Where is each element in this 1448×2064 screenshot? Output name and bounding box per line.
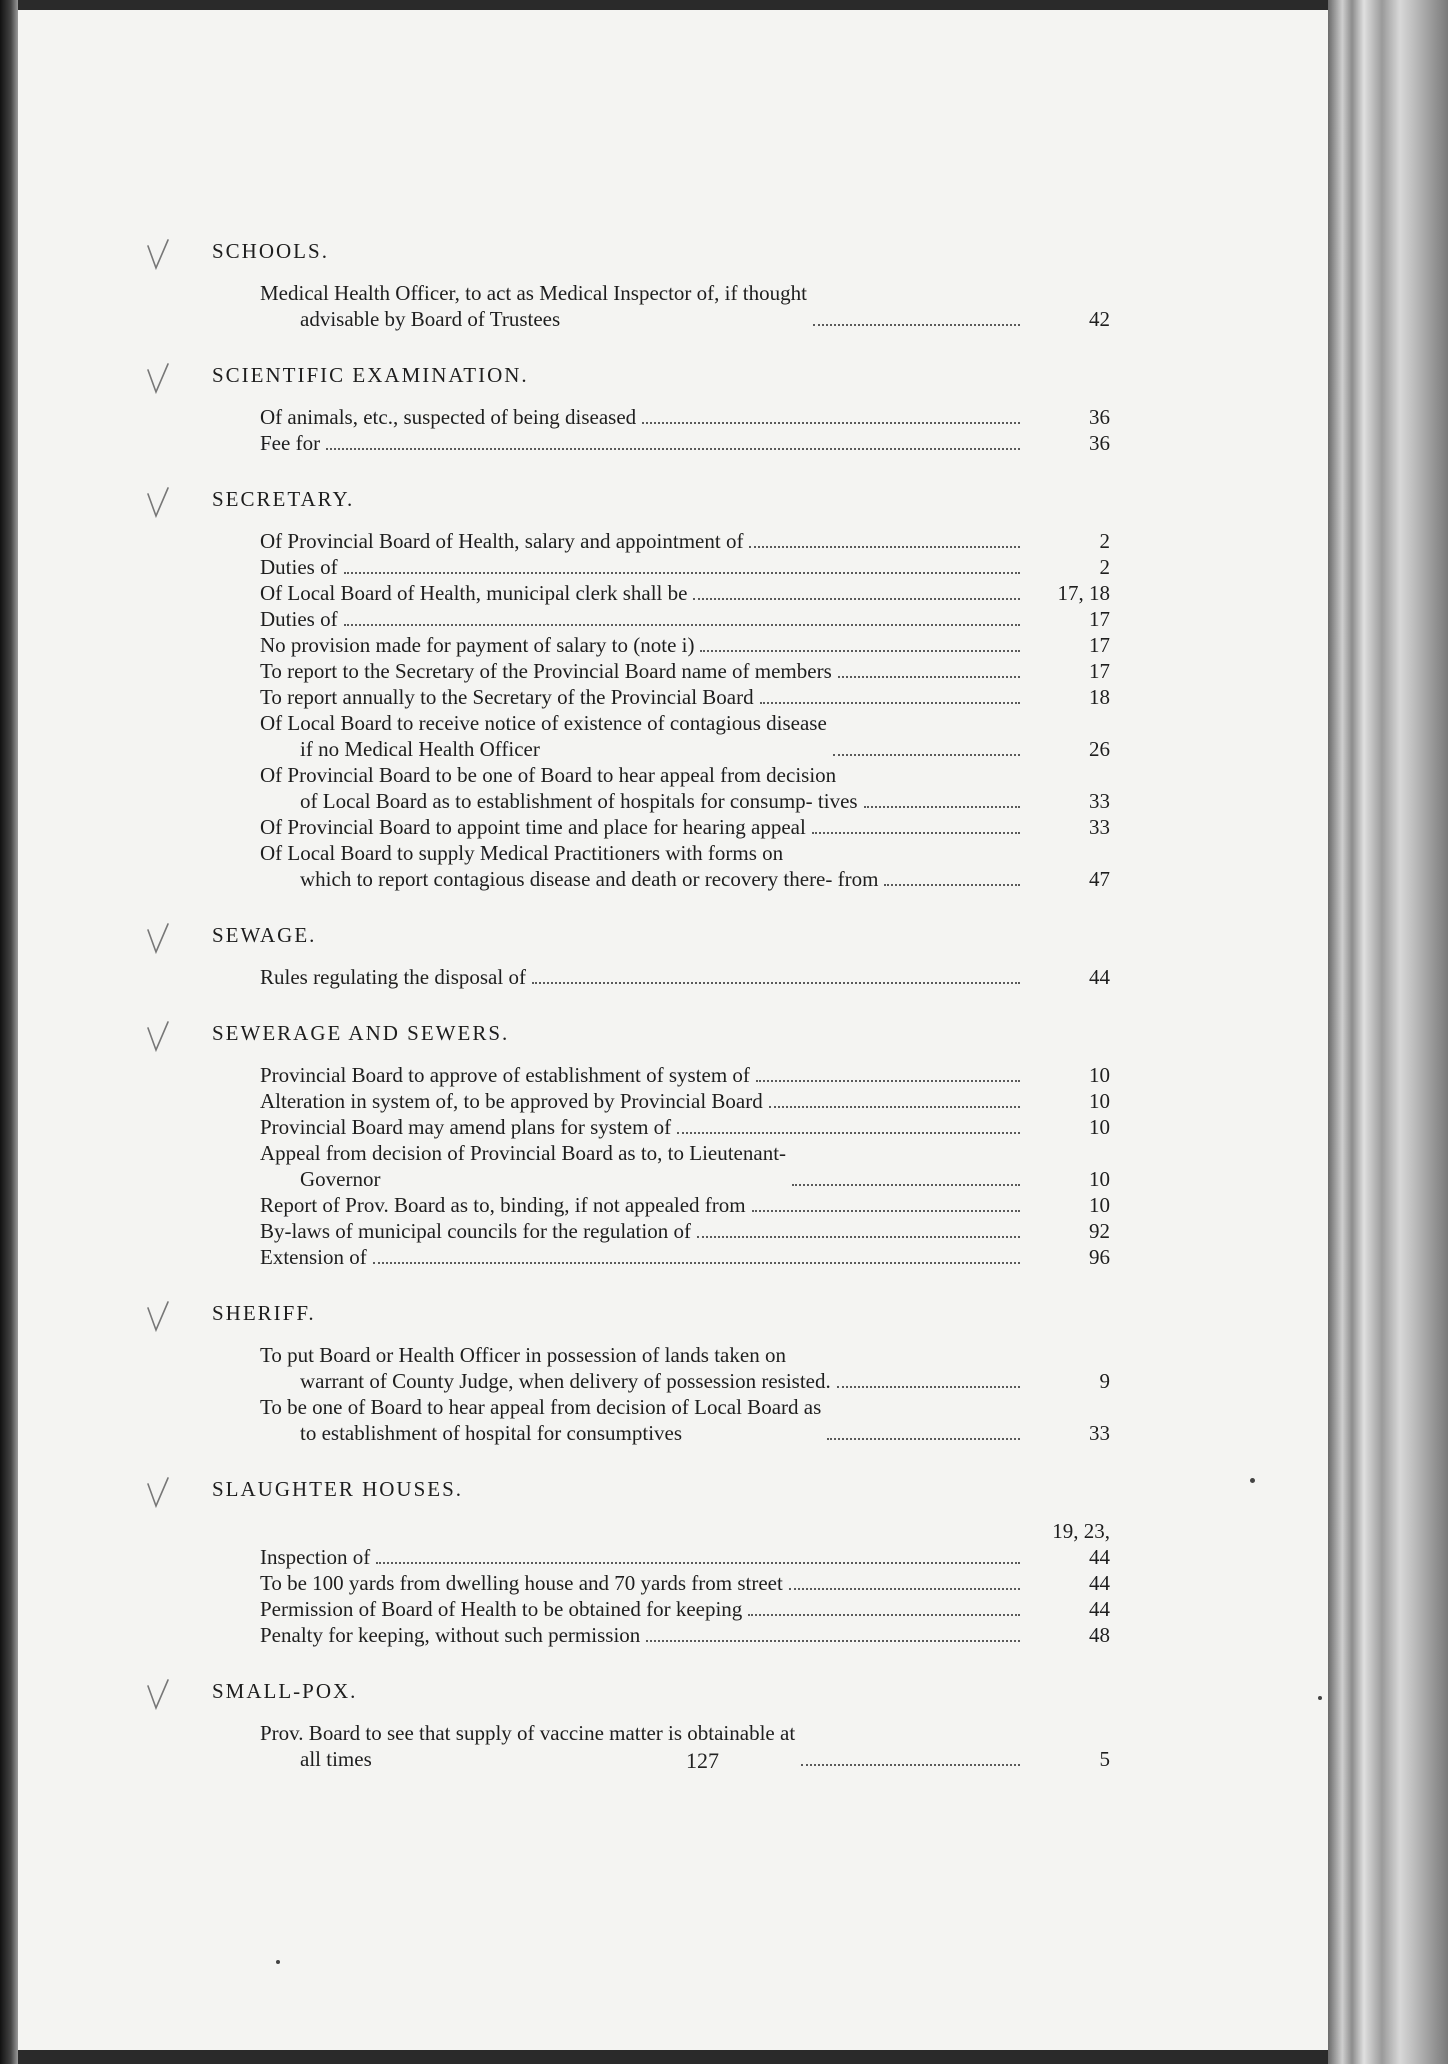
- section-heading: SEWAGE.: [212, 923, 317, 947]
- entry-main-text: By-laws of municipal councils for the regulation of: [260, 1219, 691, 1243]
- index-entry: [210, 964, 1110, 990]
- section-heading: SHERIFF.: [212, 1301, 316, 1325]
- entry-continuation-text: warrant of County Judge, when delivery of possession resisted.: [300, 1369, 831, 1393]
- entry-text: [260, 1114, 671, 1140]
- dot-leader: [833, 754, 1020, 756]
- entry-text: [260, 762, 858, 814]
- entry-page-ref: 10: [1089, 1167, 1110, 1191]
- entry-main-text: Penalty for keeping, without such permission: [260, 1623, 641, 1647]
- entry-text: [260, 684, 754, 710]
- entry-text: [260, 430, 320, 456]
- entry-main-text: Alteration in system of, to be approved by Provincial Board: [260, 1089, 763, 1113]
- entry-text: [260, 404, 636, 430]
- index-entry: [210, 1720, 1110, 1772]
- dot-leader: [532, 982, 1020, 984]
- index-entry: [210, 658, 1110, 684]
- index-entry: [210, 1518, 1110, 1570]
- entry-main-text: To be one of Board to hear appeal from decision of Local Board as: [260, 1395, 822, 1419]
- entry-main-text: Report of Prov. Board as to, binding, if not appealed from: [260, 1193, 746, 1217]
- index-entry: [210, 404, 1110, 430]
- index-section: [210, 238, 1110, 332]
- dot-leader: [801, 1764, 1020, 1766]
- section-heading: SEWERAGE AND SEWERS.: [212, 1021, 510, 1045]
- dot-leader: [677, 1132, 1020, 1134]
- index-entry: [210, 1062, 1110, 1088]
- dot-leader: [326, 448, 1020, 450]
- index-entry: [210, 1218, 1110, 1244]
- dot-leader: [642, 422, 1020, 424]
- print-speck: [1250, 1478, 1255, 1483]
- index-entry: [210, 814, 1110, 840]
- index-section: [210, 1678, 1110, 1772]
- entry-text: [260, 1088, 763, 1114]
- section-heading: SECRETARY.: [212, 487, 355, 511]
- entry-page-ref: 10: [1089, 1193, 1110, 1217]
- entry-continuation-text: to establishment of hospital for consumptives: [300, 1421, 683, 1445]
- dot-leader: [864, 806, 1020, 808]
- entry-page-ref: 17: [1089, 633, 1110, 657]
- book-binding-edge: [1328, 0, 1448, 2064]
- entry-text: [260, 1622, 640, 1648]
- checkmark-icon: [146, 486, 170, 520]
- entry-continuation-text: which to report contagious disease and death or recovery there- from: [300, 867, 879, 891]
- page-gutter: [0, 0, 18, 2064]
- entry-main-text: Provincial Board may amend plans for system of: [260, 1115, 672, 1139]
- entry-main-text: Extension of: [260, 1245, 367, 1269]
- index-entry: [210, 280, 1110, 332]
- dot-leader: [373, 1262, 1020, 1264]
- dot-leader: [748, 1614, 1020, 1616]
- index-entry: [210, 762, 1110, 814]
- entry-text: [260, 1394, 821, 1446]
- checkmark-icon: [146, 1300, 170, 1334]
- dot-leader: [693, 598, 1020, 600]
- dot-leader: [752, 1210, 1020, 1212]
- entry-page-ref: 96: [1089, 1245, 1110, 1269]
- entry-page-ref: 44: [1089, 1571, 1110, 1595]
- index-entry: [210, 528, 1110, 554]
- entry-main-text: To be 100 yards from dwelling house and 70 yards from street: [260, 1571, 783, 1595]
- index-entry: [210, 1394, 1110, 1446]
- section-heading: SCHOOLS.: [212, 239, 329, 263]
- checkmark-icon: [146, 922, 170, 956]
- index-entry: [210, 1140, 1110, 1192]
- entry-page-ref: 9: [1099, 1369, 1110, 1393]
- entry-main-text: Provincial Board to approve of establishment of system of: [260, 1063, 750, 1087]
- entry-page-ref: 18: [1089, 685, 1110, 709]
- index-entry: [210, 1088, 1110, 1114]
- index-content: [210, 238, 1110, 1802]
- index-section: [210, 1300, 1110, 1446]
- entry-page-ref: 47: [1089, 867, 1110, 891]
- index-section: [210, 486, 1110, 892]
- entry-page-ref: 26: [1089, 737, 1110, 761]
- index-section: [210, 922, 1110, 990]
- dot-leader: [837, 1386, 1020, 1388]
- index-entry: [210, 580, 1110, 606]
- entry-text: [260, 554, 338, 580]
- entry-main-text: Of Provincial Board to be one of Board to hear appeal from decision: [260, 763, 837, 787]
- index-entry: [210, 1114, 1110, 1140]
- checkmark-icon: [146, 1678, 170, 1712]
- entry-text: [260, 528, 743, 554]
- entry-text: [260, 1342, 831, 1394]
- entry-page-ref: 10: [1089, 1089, 1110, 1113]
- entry-text: [260, 606, 338, 632]
- entry-text: [260, 632, 694, 658]
- entry-text: [260, 840, 878, 892]
- print-speck: [276, 1960, 280, 1964]
- entry-main-text: Of Provincial Board to appoint time and place for hearing appeal: [260, 815, 806, 839]
- entry-page-ref: 19, 23, 44: [1052, 1519, 1110, 1569]
- entry-main-text: Rules regulating the disposal of: [260, 965, 526, 989]
- section-heading: SLAUGHTER HOUSES.: [212, 1477, 464, 1501]
- entry-main-text: Medical Health Officer, to act as Medical Inspector of, if thought: [260, 281, 807, 305]
- entry-main-text: Duties of: [260, 555, 338, 579]
- entry-main-text: To report annually to the Secretary of the Provincial Board: [260, 685, 754, 709]
- index-entry: [210, 430, 1110, 456]
- entry-text: [260, 1192, 746, 1218]
- entry-main-text: Duties of: [260, 607, 338, 631]
- entry-continuation-text: Governor: [300, 1167, 381, 1191]
- entry-main-text: Fee for: [260, 431, 321, 455]
- entry-text: [260, 658, 832, 684]
- entry-page-ref: 2: [1099, 529, 1110, 553]
- checkmark-icon: [146, 1476, 170, 1510]
- entry-main-text: Of Provincial Board of Health, salary and appointment of: [260, 529, 744, 553]
- entry-text: [260, 1544, 370, 1570]
- dot-leader: [646, 1640, 1020, 1642]
- checkmark-icon: [146, 238, 170, 272]
- index-entry: [210, 1342, 1110, 1394]
- dot-leader: [697, 1236, 1020, 1238]
- entry-main-text: Of Local Board to receive notice of existence of contagious disease: [260, 711, 827, 735]
- entry-page-ref: 10: [1089, 1063, 1110, 1087]
- checkmark-icon: [146, 362, 170, 396]
- entry-page-ref: 17, 18: [1057, 581, 1110, 605]
- entry-page-ref: 10: [1089, 1115, 1110, 1139]
- entry-page-ref: 44: [1089, 1597, 1110, 1621]
- dot-leader: [756, 1080, 1020, 1082]
- entry-page-ref: 48: [1089, 1623, 1110, 1647]
- entry-main-text: Appeal from decision of Provincial Board as to, to Lieutenant-: [260, 1141, 787, 1165]
- entry-page-ref: 33: [1089, 789, 1110, 813]
- dot-leader: [769, 1106, 1020, 1108]
- entry-page-ref: 44: [1089, 965, 1110, 989]
- entry-main-text: Of Local Board of Health, municipal clerk shall be: [260, 581, 688, 605]
- dot-leader: [838, 676, 1020, 678]
- entry-continuation-text: of Local Board as to establishment of hospitals for consump- tives: [300, 789, 858, 813]
- entry-text: [260, 280, 807, 332]
- dot-leader: [792, 1184, 1020, 1186]
- entry-text: [260, 1218, 691, 1244]
- dot-leader: [376, 1562, 1020, 1564]
- entry-page-ref: 2: [1099, 555, 1110, 579]
- entry-page-ref: 33: [1089, 815, 1110, 839]
- index-section: [210, 1476, 1110, 1648]
- print-speck: [1318, 1696, 1322, 1700]
- index-entry: [210, 684, 1110, 710]
- entry-page-ref: 36: [1089, 405, 1110, 429]
- entry-text: [260, 1570, 783, 1596]
- dot-leader: [827, 1438, 1020, 1440]
- entry-main-text: Inspection of: [260, 1545, 371, 1569]
- entry-page-ref: 92: [1089, 1219, 1110, 1243]
- index-entry: [210, 1192, 1110, 1218]
- dot-leader: [884, 884, 1020, 886]
- entry-main-text: To report to the Secretary of the Provincial Board name of members: [260, 659, 832, 683]
- index-entry: [210, 632, 1110, 658]
- entry-page-ref: 36: [1089, 431, 1110, 455]
- page-number: 127: [686, 1748, 719, 1773]
- entry-text: [260, 1062, 750, 1088]
- dot-leader: [344, 624, 1020, 626]
- entry-text: [260, 580, 687, 606]
- dot-leader: [700, 650, 1020, 652]
- entry-main-text: No provision made for payment of salary to (note i): [260, 633, 695, 657]
- entry-page-ref: 17: [1089, 607, 1110, 631]
- index-entry: [210, 1570, 1110, 1596]
- index-entry: [210, 1244, 1110, 1270]
- dot-leader: [813, 324, 1020, 326]
- index-entry: [210, 1596, 1110, 1622]
- entry-text: [260, 1596, 742, 1622]
- entry-main-text: To put Board or Health Officer in possession of lands taken on: [260, 1343, 786, 1367]
- entry-continuation-text: if no Medical Health Officer: [300, 737, 540, 761]
- entry-page-ref: 5: [1099, 1747, 1110, 1771]
- entry-main-text: Permission of Board of Health to be obtained for keeping: [260, 1597, 743, 1621]
- entry-page-ref: 42: [1089, 307, 1110, 331]
- entry-text: [260, 1244, 367, 1270]
- dot-leader: [789, 1588, 1020, 1590]
- dot-leader: [749, 546, 1020, 548]
- document-page: [18, 10, 1331, 2050]
- entry-main-text: Of Local Board to supply Medical Practitioners with forms on: [260, 841, 784, 865]
- index-section: [210, 1020, 1110, 1270]
- dot-leader: [344, 572, 1020, 574]
- entry-main-text: Prov. Board to see that supply of vaccine matter is obtainable at: [260, 1721, 796, 1745]
- entry-text: [260, 814, 806, 840]
- dot-leader: [760, 702, 1020, 704]
- entry-continuation-text: advisable by Board of Trustees: [300, 307, 561, 331]
- index-entry: [210, 710, 1110, 762]
- section-heading: SMALL-POX.: [212, 1679, 358, 1703]
- index-entry: [210, 1622, 1110, 1648]
- index-entry: [210, 606, 1110, 632]
- entry-page-ref: 17: [1089, 659, 1110, 683]
- index-entry: [210, 554, 1110, 580]
- index-section: [210, 362, 1110, 456]
- entry-page-ref: 33: [1089, 1421, 1110, 1445]
- section-heading: SCIENTIFIC EXAMINATION.: [212, 363, 529, 387]
- index-entry: [210, 840, 1110, 892]
- dot-leader: [812, 832, 1020, 834]
- entry-text: [260, 1140, 786, 1192]
- entry-main-text: Of animals, etc., suspected of being diseased: [260, 405, 637, 429]
- entry-text: [260, 964, 526, 990]
- checkmark-icon: [146, 1020, 170, 1054]
- entry-continuation-text: all times: [300, 1747, 372, 1771]
- entry-text: [260, 710, 827, 762]
